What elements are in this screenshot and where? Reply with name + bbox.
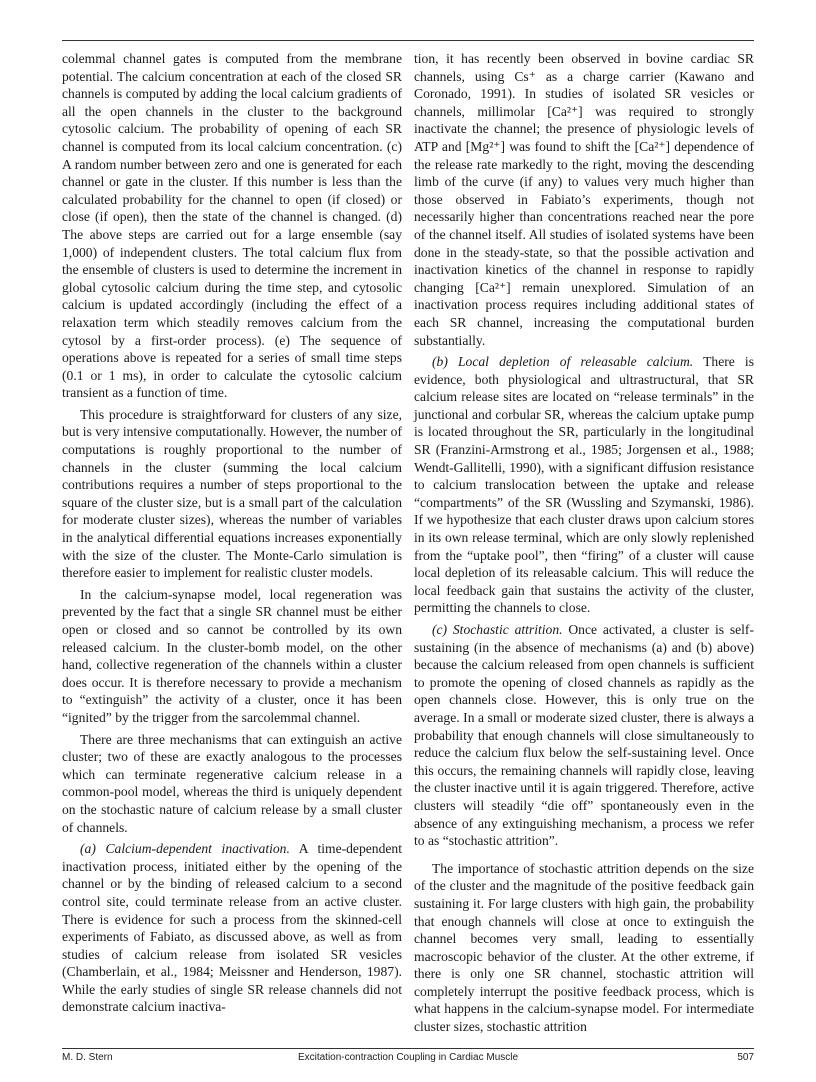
paragraph-body: There is evidence, both physiological and ultrastructural, that SR calcium release sites are located on “release terminals” in the junctional and corbular SR, whereas the calcium uptake pump is located throughout the SR, particularly in the longitudinal SR (Franzini-Armstrong et al., 1985; Jorgensen et al., 1988; Wendt-Gallitelli, 1990), with a significant diffusion resistance to calcium translocation between the uptake and release “compartments” of the SR (Wussling and Szymanski, 1986). If we hypothesize that each cluster draws upon calcium stores in its own release terminal, which are only slowly replenished from the “uptake pool”, then “firing” of a cluster will cause local depletion of its releasable calcium. This will reduce the local feedback gain that sustains the activity of the cluster, permitting the channels to close. (414, 354, 754, 616)
paragraph (414, 621, 754, 850)
left-column (62, 50, 402, 1020)
footer-running-title: Excitation-contraction Coupling in Cardiac Muscle (297, 1052, 519, 1063)
paragraph-heading: (b) Local depletion of releasable calcium. (432, 354, 694, 370)
paragraph: There are three mechanisms that can extinguish an active cluster; two of these are exactly analogous to the processes which can terminate regenerative calcium release in a common-pool model, whereas the third is uniquely dependent on the stochastic nature of calcium release by a small cluster of channels. (62, 731, 402, 835)
paragraph (62, 840, 402, 1016)
paragraph: The importance of stochastic attrition depends on the size of the cluster and the magnitude of the positive feedback gain sustaining it. For large clusters with high gain, the probability that enough channels will close at once to extinguish the channel becomes very small, leading to essentially macroscopic behavior of the cluster. At the other extreme, if there is only one SR channel, stochastic attrition will completely interrupt the positive feedback process, which is what happens in the calcium-synapse model. For intermediate cluster sizes, stochastic attrition (414, 860, 754, 1035)
paragraph-heading: (c) Stochastic attrition. (432, 622, 563, 637)
right-column (414, 50, 754, 1040)
paragraph-heading: (a) Calcium-dependent inactivation. (80, 841, 290, 857)
paragraph: colemmal channel gates is computed from the membrane potential. The calcium concentration at each of the closed SR channels is computed by adding the local calcium gradients of all the open channels in the cluster to the background cytosolic calcium. The probability of opening of each SR channel is computed from its local calcium concentration. (c) A random number between zero and one is generated for each channel or gate in the cluster. If this number is less than the calculated probability for the channel to open (if closed) or close (if open), then the state of the channel is changed. (d) The above steps are carried out for a large ensemble (say 1,000) of independent clusters. The total calcium flux from the ensemble of clusters is used to determine the increment in global cytosolic calcium during the time step, and cytosolic calcium is updated accordingly (including the effect of a relaxation term which steadily removes calcium from the cytosol by a first-order process). (e) The sequence of operations above is repeated for a series of small time steps (0.1 or 1 ms), in order to calculate the cytosolic calcium transient as a function of time. (62, 51, 402, 401)
footer-rule (62, 1048, 754, 1049)
paragraph-body: Once activated, a cluster is self-sustaining (in the absence of mechanisms (a) and (b) above) because the calcium released from open channels is sufficient to promote the opening of closed channels as rapidly as the open channels close. However, this is only true on the average. In a small or moderate sized cluster, there is always a probability that enough channels will close simultaneously to reduce the calcium flux below the self-sustaining level. Once this occurs, the remaining channels will rapidly close, leaving the cluster inactive until it is again triggered. Therefore, active clusters will steadily “die off” spontaneously even in the absence of any extinguishing mechanism, a process we refer to as “stochastic attrition”. (414, 622, 754, 849)
page-footer (62, 1048, 754, 1066)
footer-author: M. D. Stern (62, 1052, 113, 1063)
top-rule (62, 40, 754, 41)
paragraph: tion, it has recently been observed in bovine cardiac SR channels, using Cs⁺ as a charge carrier (Kawano and Coronado, 1991). In studies of isolated SR vesicles or channels, millimolar [Ca²⁺] was required to strongly inactivate the channel; the presence of physiologic levels of ATP and [Mg²⁺] was found to shift the [Ca²⁺] dependence of the release rate markedly to the right, moving the descending limb of the curve (if any) to values very much higher than those observed in Fabiato’s experiments, though not necessarily higher than concentrations reached near the pore of the channel itself. All studies of isolated systems have been done in the steady-state, so that the possible activation and inactivation kinetics of the channel in response to rapidly changing [Ca²⁺] remain unexplored. Simulation of an inactivation process requires including additional states of each SR channel, increasing the computational burden substantially. (414, 51, 754, 348)
page-number: 507 (737, 1052, 754, 1063)
paragraph-body: A time-dependent inactivation process, initiated either by the opening of the channel or by the binding of released calcium to a second control site, could terminate release from an active cluster. There is evidence for such a process from the skinned-cell experiments of Fabiato, as discussed above, as well as from studies of calcium release from isolated SR vesicles (Chamberlain, et al., 1984; Meissner and Henderson, 1987). While the early studies of single SR release channels did not demonstrate calcium inactiva- (62, 841, 402, 1015)
paragraph (414, 353, 754, 617)
paragraph: This procedure is straightforward for clusters of any size, but is very intensive computationally. However, the number of computations is roughly proportional to the number of channels in the cluster (summing the local calcium contributions requires a number of steps proportional to the square of the cluster size, but is a small part of the calculation for moderate cluster sizes), whereas the number of variables in the analytical differential equations increases exponentially with the size of the cluster. The Monte-Carlo simulation is therefore easier to implement for realistic cluster models. (62, 406, 402, 581)
paragraph: In the calcium-synapse model, local regeneration was prevented by the fact that a single SR channel must be either open or closed and so cannot be controlled by its own released calcium. In the cluster-bomb model, on the other hand, collective regeneration of the channels within a cluster does occur. It is therefore necessary to provide a mechanism to “extinguish” the activity of a cluster, once it has been “ignited” by the trigger from the sarcolemmal channel. (62, 586, 402, 725)
